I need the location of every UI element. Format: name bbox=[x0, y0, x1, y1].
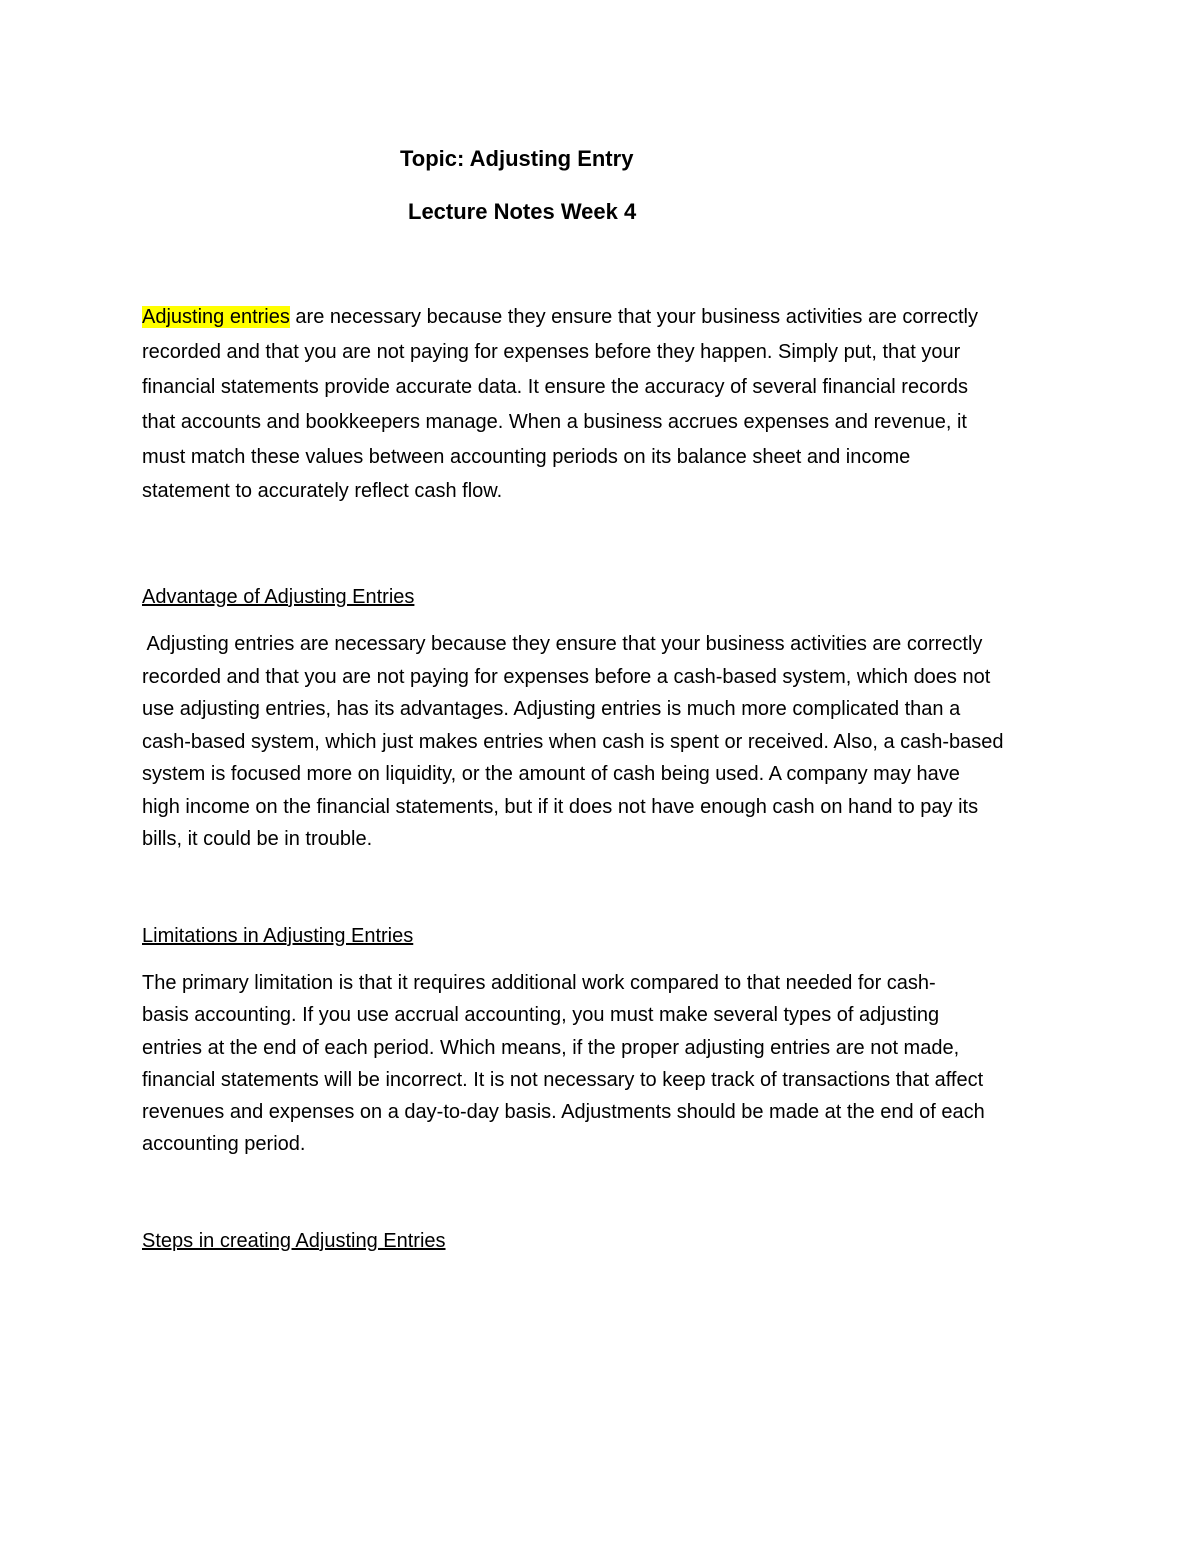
paragraph-line: statement to accurately reflect cash flow. bbox=[142, 480, 503, 503]
paragraph-line: bills, it could be in trouble. bbox=[142, 828, 373, 850]
paragraph-line: must match these values between accounting periods on its balance sheet and income bbox=[142, 445, 911, 468]
paragraph-line: high income on the financial statements, but if it does not have enough cash on hand to pay its bbox=[142, 795, 979, 818]
paragraph-line: that accounts and bookkeepers manage. When a business accrues expenses and revenue, it bbox=[142, 410, 967, 433]
paragraph-line: system is focused more on liquidity, or the amount of cash being used. A company may have bbox=[142, 763, 960, 785]
section-heading-limitations: Limitations in Adjusting Entries bbox=[142, 925, 414, 947]
highlighted-term: Adjusting entries bbox=[142, 306, 290, 328]
paragraph-line bbox=[142, 300, 1072, 335]
section-heading-advantage: Advantage of Adjusting Entries bbox=[142, 586, 415, 608]
section-heading-steps: Steps in creating Adjusting Entries bbox=[142, 1230, 446, 1252]
document-subtitle: Lecture Notes Week 4 bbox=[408, 199, 637, 224]
paragraph-line: financial statements will be incorrect. It is not necessary to keep track of transactions that affect bbox=[142, 1068, 984, 1091]
paragraph-line: recorded and that you are not paying for expenses before they happen. Simply put, that your bbox=[142, 340, 961, 363]
intro-paragraph bbox=[142, 300, 1072, 509]
limitations-paragraph bbox=[142, 967, 1072, 1161]
paragraph-line: accounting period. bbox=[142, 1133, 306, 1156]
advantage-paragraph bbox=[142, 628, 1072, 856]
paragraph-line: Adjusting entries are necessary because they ensure that your business activities are correctly bbox=[142, 633, 983, 655]
document-title: Topic: Adjusting Entry bbox=[400, 146, 634, 171]
paragraph-line: use adjusting entries, has its advantages. Adjusting entries is much more complicated than a bbox=[142, 698, 961, 720]
paragraph-line: recorded and that you are not paying for expenses before a cash-based system, which does not bbox=[142, 665, 991, 688]
paragraph-line: cash-based system, which just makes entries when cash is spent or received. Also, a cash-based bbox=[142, 730, 1004, 753]
paragraph-line: The primary limitation is that it requires additional work compared to that needed for cash- bbox=[142, 972, 936, 994]
paragraph-line: revenues and expenses on a day-to-day basis. Adjustments should be made at the end of each bbox=[142, 1101, 985, 1124]
paragraph-line: basis accounting. If you use accrual accounting, you must make several types of adjusting bbox=[142, 1004, 940, 1027]
paragraph-line: entries at the end of each period. Which means, if the proper adjusting entries are not made, bbox=[142, 1036, 960, 1059]
paragraph-line: financial statements provide accurate data. It ensure the accuracy of several financial records bbox=[142, 375, 968, 398]
paragraph-text: are necessary because they ensure that your business activities are correctly bbox=[289, 306, 978, 328]
